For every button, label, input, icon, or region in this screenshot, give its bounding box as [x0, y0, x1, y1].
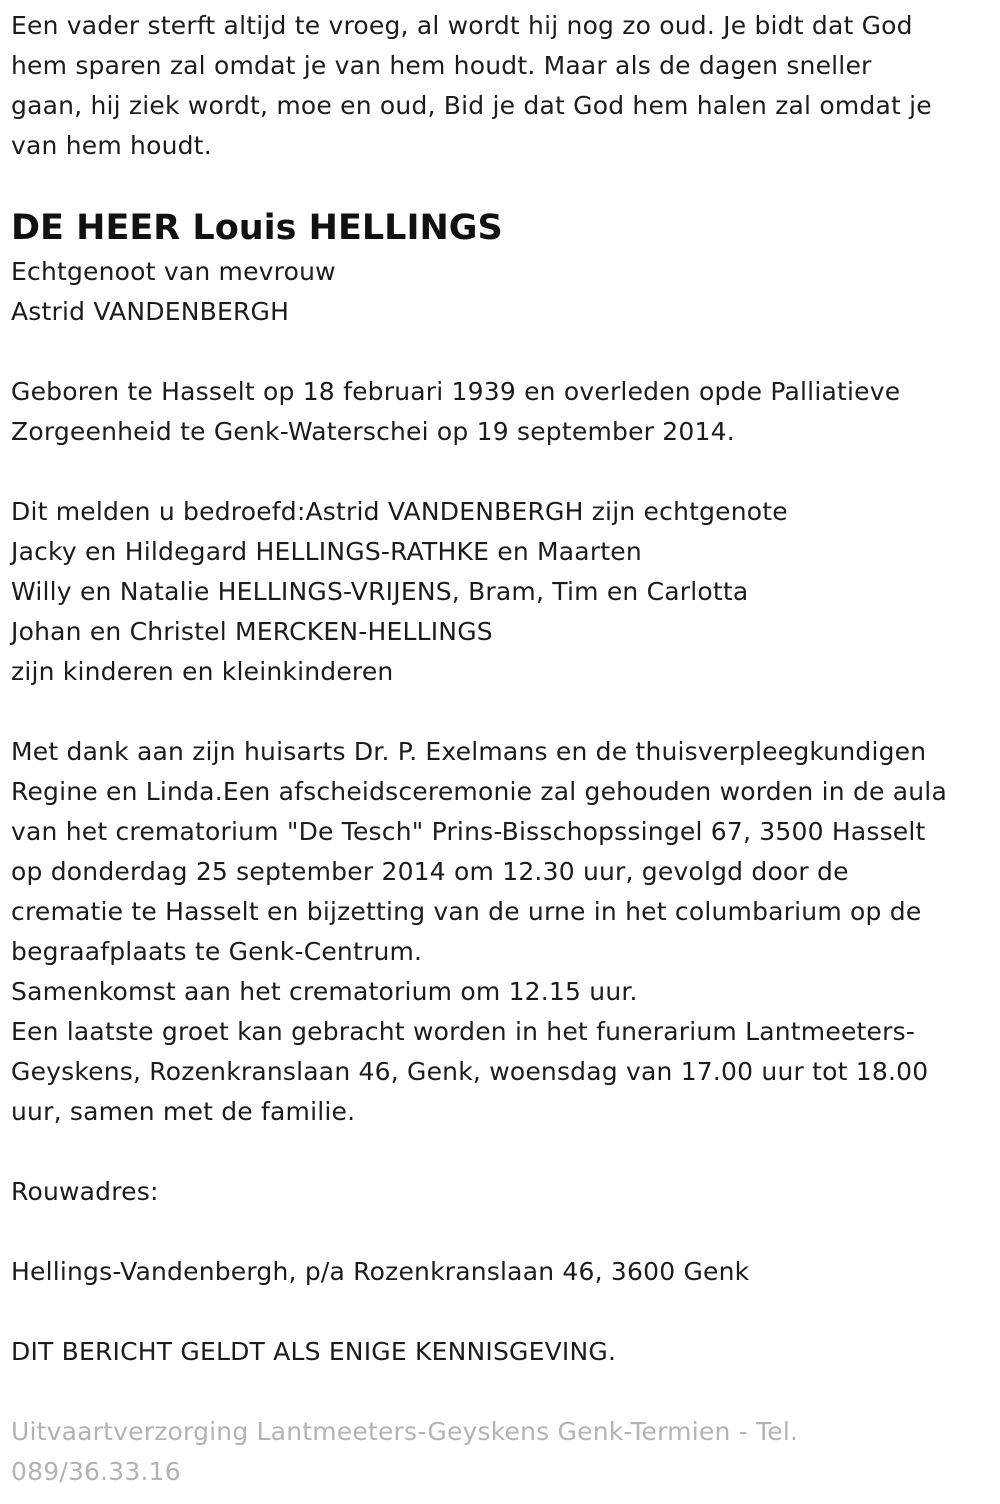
- ceremony-line: begraafplaats te Genk-Centrum.: [11, 937, 423, 966]
- notice-statement: [11, 1332, 996, 1372]
- ceremony-line: crematie te Hasselt en bijzetting van de urne in het columbarium op de: [11, 897, 922, 926]
- spacer: [11, 1132, 996, 1172]
- ceremony-line: van het crematorium "De Tesch" Prins-Bisschopssingel 67, 3500 Hasselt: [11, 817, 926, 846]
- mourning-address: [11, 1252, 996, 1292]
- spacer: [11, 332, 996, 372]
- ceremony-line: uur, samen met de familie.: [11, 1097, 356, 1126]
- family-line: Dit melden u bedroefd:Astrid VANDENBERGH zijn echtgenote: [11, 497, 788, 526]
- ceremony-details: [11, 732, 996, 1132]
- spacer: [11, 1292, 996, 1332]
- footer-line: 089/36.33.16: [11, 1457, 181, 1486]
- mourning-address-label: [11, 1172, 996, 1212]
- spouse-line: Echtgenoot van mevrouw: [11, 257, 336, 286]
- spacer: [11, 452, 996, 492]
- mourning-address-label-text: Rouwadres:: [11, 1177, 159, 1206]
- spouse-line: Astrid VANDENBERGH: [11, 297, 290, 326]
- deceased-name-title: DE HEER Louis HELLINGS: [11, 208, 503, 248]
- family-line: Willy en Natalie HELLINGS-VRIJENS, Bram, Tim en Carlotta: [11, 577, 749, 606]
- footer-line: Uitvaartverzorging Lantmeeters-Geyskens Genk-Termien - Tel.: [11, 1417, 799, 1446]
- ceremony-line: Geyskens, Rozenkranslaan 46, Genk, woensdag van 17.00 uur tot 18.00: [11, 1057, 929, 1086]
- ceremony-line: Met dank aan zijn huisarts Dr. P. Exelmans en de thuisverpleegkundigen: [11, 737, 927, 766]
- ceremony-line: Een laatste groet kan gebracht worden in het funerarium Lantmeeters-: [11, 1017, 916, 1046]
- funeral-director-footer: [11, 1412, 996, 1492]
- birth-death-line: Zorgeenheid te Genk-Waterschei op 19 september 2014.: [11, 417, 735, 446]
- ceremony-line: op donderdag 25 september 2014 om 12.30 uur, gevolgd door de: [11, 857, 849, 886]
- spacer: [11, 1212, 996, 1252]
- poem-line: hem sparen zal omdat je van hem houdt. Maar als de dagen sneller: [11, 51, 872, 80]
- birth-death-info: [11, 372, 996, 452]
- notice-text: DIT BERICHT GELDT ALS ENIGE KENNISGEVING.: [11, 1337, 617, 1366]
- spacer: [11, 1372, 996, 1412]
- mourning-address-text: Hellings-Vandenbergh, p/a Rozenkranslaan 46, 3600 Genk: [11, 1257, 750, 1286]
- obituary-notice: [11, 6, 996, 1492]
- spacer: [11, 692, 996, 732]
- family-list: [11, 492, 996, 692]
- spouse-info: [11, 252, 996, 332]
- ceremony-line: Samenkomst aan het crematorium om 12.15 uur.: [11, 977, 638, 1006]
- family-line: Johan en Christel MERCKEN-HELLINGS: [11, 617, 493, 646]
- poem-line: van hem houdt.: [11, 131, 212, 160]
- poem-line: Een vader sterft altijd te vroeg, al wordt hij nog zo oud. Je bidt dat God: [11, 11, 913, 40]
- ceremony-line: Regine en Linda.Een afscheidsceremonie zal gehouden worden in de aula: [11, 777, 947, 806]
- poem-line: gaan, hij ziek wordt, moe en oud, Bid je dat God hem halen zal omdat je: [11, 91, 932, 120]
- family-line: Jacky en Hildegard HELLINGS-RATHKE en Maarten: [11, 537, 642, 566]
- birth-death-line: Geboren te Hasselt op 18 februari 1939 en overleden opde Palliatieve: [11, 377, 901, 406]
- family-line: zijn kinderen en kleinkinderen: [11, 657, 394, 686]
- intro-poem: [11, 6, 996, 166]
